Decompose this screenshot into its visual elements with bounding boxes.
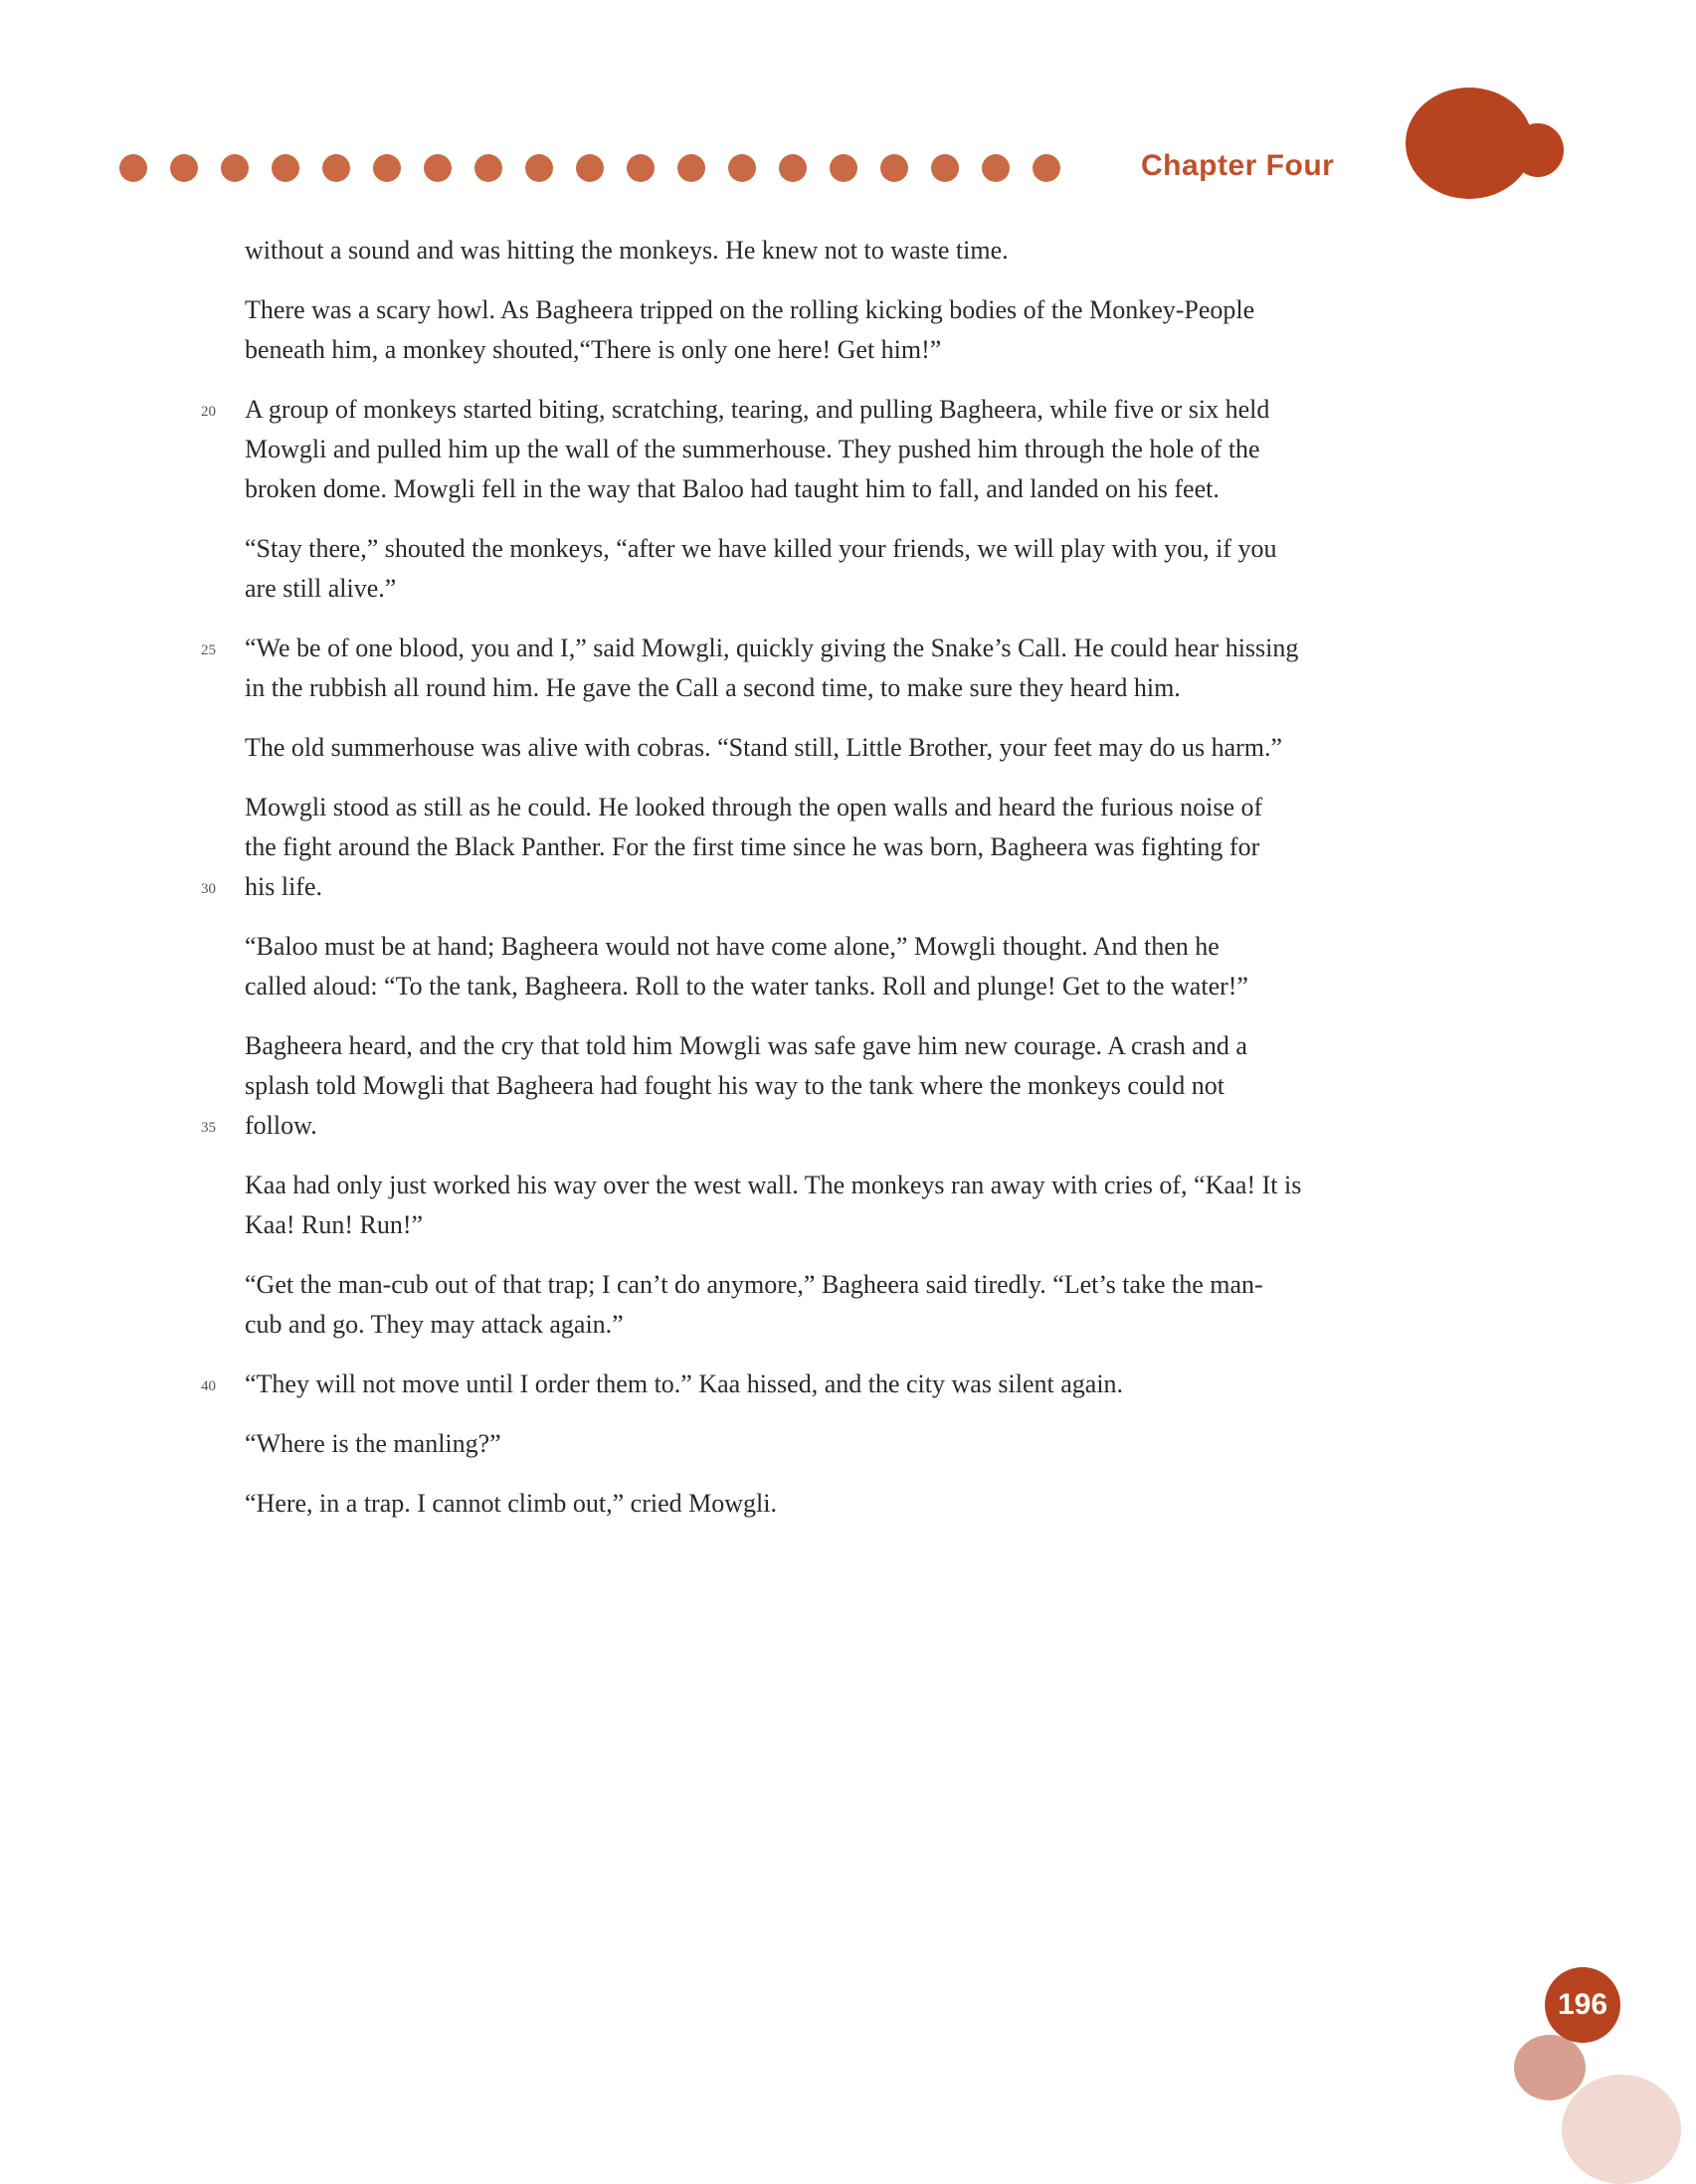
line-text: Mowgli and pulled him up the wall of the summerhouse. They pushed him through the hole of the	[245, 435, 1260, 463]
page-number-badge: 196	[1545, 1967, 1620, 2043]
paragraph	[245, 231, 1404, 271]
header-dot	[982, 154, 1010, 182]
line-text: the fight around the Black Panther. For the first time since he was born, Bagheera was fighting for	[245, 832, 1260, 861]
paragraph	[201, 1365, 1404, 1404]
line-text: his life.	[245, 872, 322, 901]
header-dot	[272, 154, 299, 182]
paragraph	[201, 1026, 1404, 1146]
text-line	[201, 1106, 1404, 1146]
text-line	[245, 430, 1404, 469]
text-line	[245, 569, 1404, 609]
header-dot	[221, 154, 249, 182]
header-dot	[170, 154, 198, 182]
header-dot	[474, 154, 502, 182]
line-text: “Get the man-cub out of that trap; I can’t do anymore,” Bagheera said tiredly. “Let’s take the man-	[245, 1270, 1263, 1299]
line-text: “We be of one blood, you and I,” said Mowgli, quickly giving the Snake’s Call. He could hear hissing	[245, 634, 1299, 662]
text-line	[245, 1026, 1404, 1066]
text-line	[245, 668, 1404, 708]
paragraph	[245, 290, 1404, 370]
header-dot	[576, 154, 604, 182]
header-decoration-circle-small	[1512, 123, 1564, 177]
paragraph	[201, 390, 1404, 509]
line-text: called aloud: “To the tank, Bagheera. Roll to the water tanks. Roll and plunge! Get to the water!”	[245, 972, 1248, 1001]
text-line	[245, 1205, 1404, 1245]
text-line	[245, 469, 1404, 509]
line-text: “Where is the manling?”	[245, 1429, 501, 1458]
header-dot	[373, 154, 401, 182]
line-text: broken dome. Mowgli fell in the way that Baloo had taught him to fall, and landed on his feet.	[245, 474, 1220, 503]
line-text: without a sound and was hitting the monkeys. He knew not to waste time.	[245, 236, 1009, 265]
line-text: cub and go. They may attack again.”	[245, 1310, 624, 1339]
line-number: 35	[201, 1120, 216, 1136]
paragraph	[245, 1424, 1404, 1464]
line-text: splash told Mowgli that Bagheera had fought his way to the tank where the monkeys could not	[245, 1071, 1225, 1100]
text-line	[245, 1265, 1404, 1305]
line-number: 20	[201, 404, 216, 420]
header-dot	[1033, 154, 1060, 182]
text-line	[201, 1365, 1404, 1404]
text-line	[245, 827, 1404, 867]
text-line	[245, 728, 1404, 768]
chapter-title: Chapter Four	[1141, 149, 1335, 182]
line-text: beneath him, a monkey shouted,“There is only one here! Get him!”	[245, 335, 942, 364]
line-number: 30	[201, 881, 216, 897]
line-text: are still alive.”	[245, 574, 397, 603]
paragraph	[201, 629, 1404, 708]
story-text	[201, 231, 1404, 1544]
text-line	[201, 629, 1404, 668]
header-dot	[525, 154, 553, 182]
line-number: 25	[201, 642, 216, 658]
text-line	[245, 1484, 1404, 1524]
paragraph	[245, 1265, 1404, 1345]
line-text: The old summerhouse was alive with cobras. “Stand still, Little Brother, your feet may do us harm.”	[245, 733, 1283, 762]
header-dot	[627, 154, 655, 182]
footer-decoration-circle-pink	[1514, 2035, 1586, 2100]
text-line	[245, 231, 1404, 271]
line-text: “Here, in a trap. I cannot climb out,” cried Mowgli.	[245, 1489, 777, 1518]
paragraph	[201, 788, 1404, 907]
text-line	[245, 330, 1404, 370]
line-number: 40	[201, 1378, 216, 1394]
header-dot	[728, 154, 756, 182]
header-dot	[880, 154, 908, 182]
line-text: “Stay there,” shouted the monkeys, “after we have killed your friends, we will play with you, if you	[245, 534, 1277, 563]
text-line	[201, 867, 1404, 907]
line-text: “They will not move until I order them to.” Kaa hissed, and the city was silent again.	[245, 1369, 1124, 1398]
line-text: Kaa! Run! Run!”	[245, 1210, 424, 1239]
line-text: in the rubbish all round him. He gave the Call a second time, to make sure they heard him.	[245, 673, 1181, 702]
text-line	[245, 1424, 1404, 1464]
text-line	[245, 1305, 1404, 1345]
header-dot	[830, 154, 857, 182]
paragraph	[245, 529, 1404, 609]
line-text: A group of monkeys started biting, scratching, tearing, and pulling Bagheera, while five or six held	[245, 395, 1270, 424]
header-dot	[931, 154, 959, 182]
text-line	[245, 788, 1404, 827]
text-line	[245, 1166, 1404, 1205]
header-dot-row	[119, 154, 1083, 182]
header-dot	[424, 154, 452, 182]
line-text: Bagheera heard, and the cry that told him Mowgli was safe gave him new courage. A crash and a	[245, 1031, 1247, 1060]
paragraph	[245, 1484, 1404, 1524]
paragraph	[245, 927, 1404, 1006]
footer-decoration-circle-pale	[1562, 2075, 1681, 2184]
header-dot	[119, 154, 147, 182]
paragraph	[245, 1166, 1404, 1245]
text-line	[245, 529, 1404, 569]
text-line	[245, 1066, 1404, 1106]
text-line	[245, 967, 1404, 1006]
text-line	[245, 290, 1404, 330]
header-dot	[677, 154, 705, 182]
text-line	[201, 390, 1404, 430]
line-text: follow.	[245, 1111, 317, 1140]
line-text: “Baloo must be at hand; Bagheera would not have come alone,” Mowgli thought. And then he	[245, 932, 1220, 961]
line-text: Kaa had only just worked his way over the west wall. The monkeys ran away with cries of, “Kaa! It is	[245, 1171, 1302, 1199]
line-text: Mowgli stood as still as he could. He looked through the open walls and heard the furious noise of	[245, 793, 1263, 821]
line-text: There was a scary howl. As Bagheera tripped on the rolling kicking bodies of the Monkey-People	[245, 295, 1255, 324]
header-dot	[322, 154, 350, 182]
paragraph	[245, 728, 1404, 768]
text-line	[245, 927, 1404, 967]
header-dot	[779, 154, 807, 182]
